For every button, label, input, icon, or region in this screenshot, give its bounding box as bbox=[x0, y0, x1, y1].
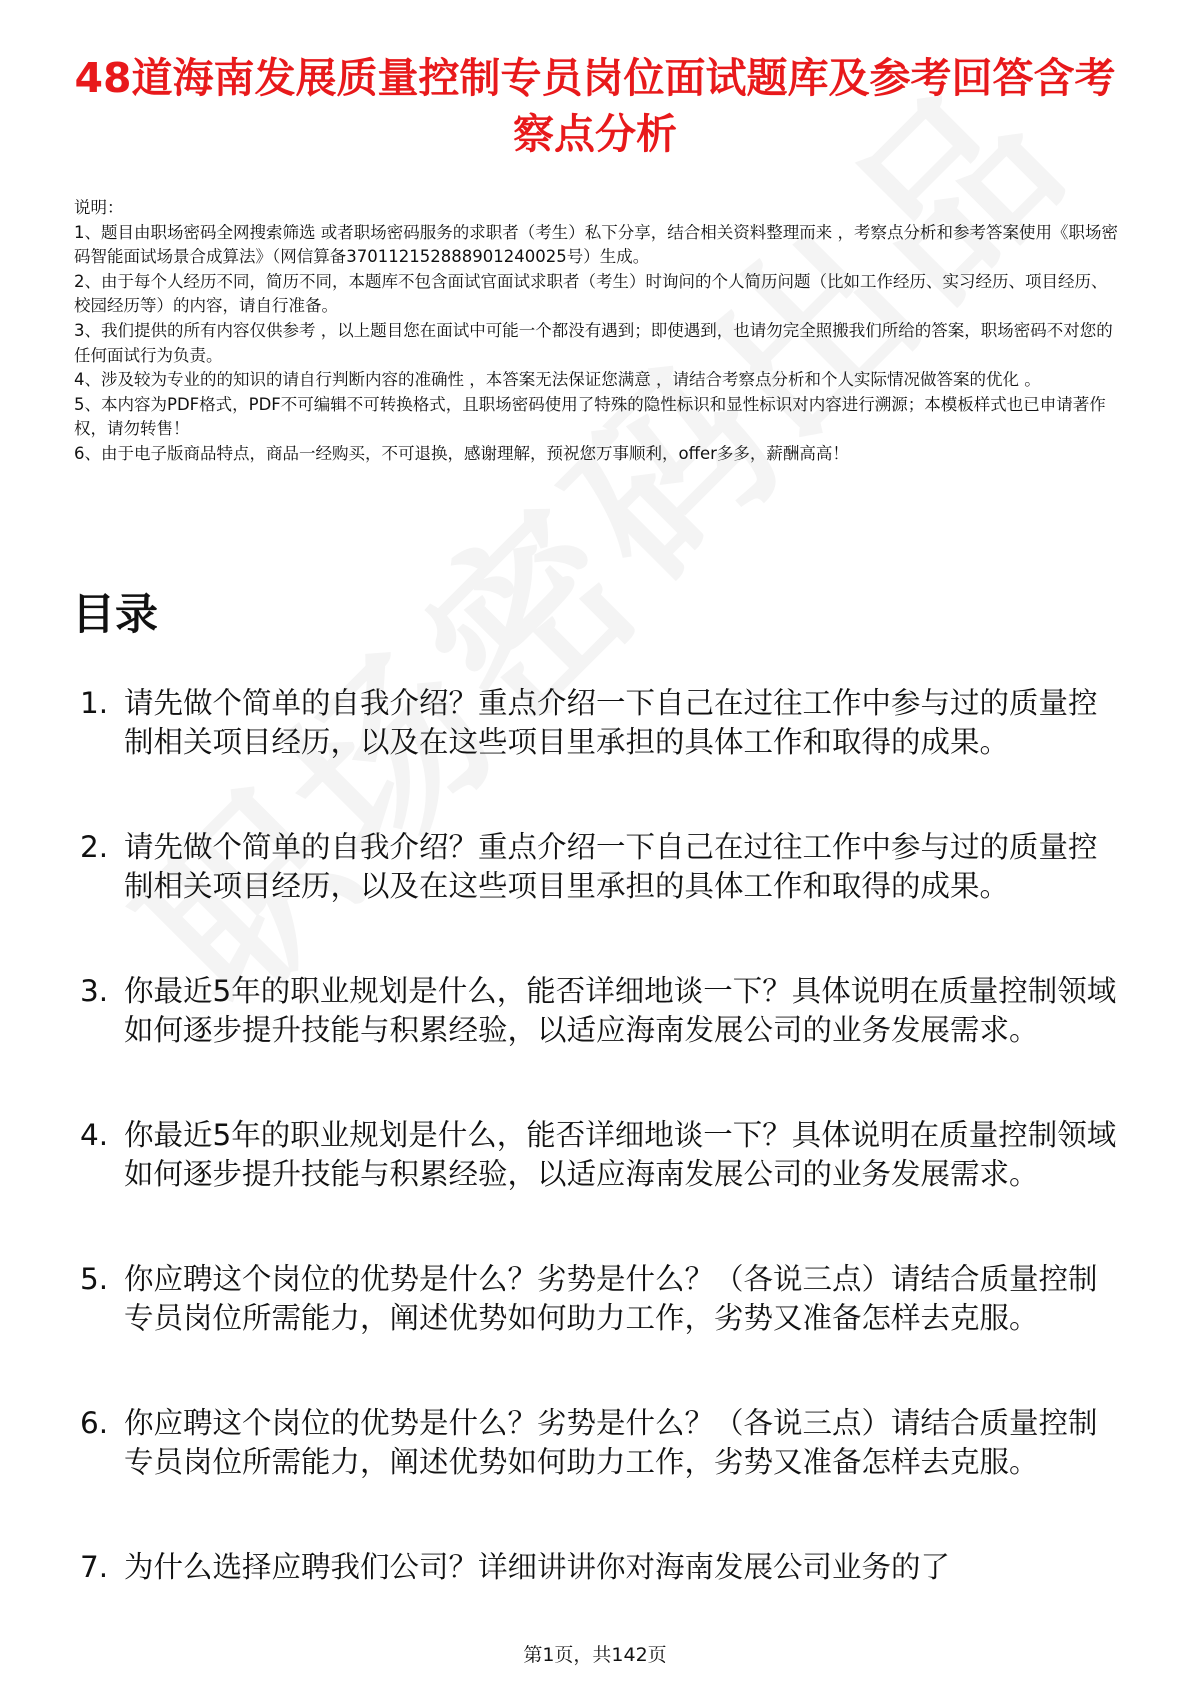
toc-item-number: 2. bbox=[80, 830, 109, 864]
toc-item-number: 7. bbox=[80, 1550, 109, 1584]
document-title: 48道海南发展质量控制专员岗位面试题库及参考回答含考察点分析 bbox=[74, 54, 1116, 158]
toc-item[interactable] bbox=[80, 1116, 1120, 1233]
toc-item-text: 你应聘这个岗位的优势是什么？劣势是什么？（各说三点）请结合质量控制专员岗位所需能力，阐述优势如何助力工作，劣势又准备怎样去克服。 bbox=[124, 1406, 1098, 1479]
toc-item-number: 5. bbox=[80, 1262, 109, 1296]
toc-item[interactable] bbox=[80, 1548, 1120, 1587]
toc-item[interactable] bbox=[80, 1260, 1120, 1377]
toc-list bbox=[80, 684, 1120, 1614]
toc-item[interactable] bbox=[80, 972, 1120, 1089]
note-item: 6、由于电子版商品特点，商品一经购买，不可退换，感谢理解，预祝您万事顺利，offer多多，薪酬高高！ bbox=[74, 443, 849, 463]
notes-section bbox=[74, 196, 1120, 467]
toc-item-text: 为什么选择应聘我们公司？详细讲讲你对海南发展公司业务的了 bbox=[124, 1550, 951, 1584]
toc-item[interactable] bbox=[80, 1404, 1120, 1521]
note-item: 3、我们提供的所有内容仅供参考 ，以上题目您在面试中可能一个都没有遇到；即使遇到，也请勿完全照搬我们所给的答案，职场密码不对您的任何面试行为负责。 bbox=[74, 320, 1113, 365]
toc-item-text: 请先做个简单的自我介绍？重点介绍一下自己在过往工作中参与过的质量控制相关项目经历，以及在这些项目里承担的具体工作和取得的成果。 bbox=[124, 686, 1098, 759]
toc-item-number: 3. bbox=[80, 974, 109, 1008]
notes-label: 说明： bbox=[74, 198, 124, 217]
note-item: 2、由于每个人经历不同，简历不同，本题库不包含面试官面试求职者（考生）时询问的个人简历问题（比如工作经历、实习经历、项目经历、校园经历等）的内容，请自行准备。 bbox=[74, 271, 1108, 316]
toc-item-text: 你最近5年的职业规划是什么，能否详细地谈一下？具体说明在质量控制领域如何逐步提升技能与积累经验，以适应海南发展公司的业务发展需求。 bbox=[124, 974, 1117, 1047]
toc-item-number: 4. bbox=[80, 1118, 109, 1152]
note-item: 4、涉及较为专业的的知识的请自行判断内容的准确性 ，本答案无法保证您满意 ，请结合考察点分析和个人实际情况做答案的优化 。 bbox=[74, 370, 1041, 390]
page-footer: 第1页，共142页 bbox=[523, 1644, 667, 1666]
toc-item-number: 6. bbox=[80, 1406, 109, 1440]
toc-item-number: 1. bbox=[80, 686, 109, 720]
toc-item-text: 请先做个简单的自我介绍？重点介绍一下自己在过往工作中参与过的质量控制相关项目经历，以及在这些项目里承担的具体工作和取得的成果。 bbox=[124, 830, 1098, 903]
toc-item-text: 你应聘这个岗位的优势是什么？劣势是什么？（各说三点）请结合质量控制专员岗位所需能力，阐述优势如何助力工作，劣势又准备怎样去克服。 bbox=[124, 1262, 1098, 1335]
toc-item[interactable] bbox=[80, 828, 1120, 945]
note-item: 1、题目由职场密码全网搜索筛选 或者职场密码服务的求职者（考生）私下分享，结合相关资料整理而来 ，考察点分析和参考答案使用《职场密码智能面试场景合成算法》（网信算备370112152888901240025号）生成。 bbox=[74, 222, 1118, 267]
note-item: 5、本内容为PDF格式，PDF不可编辑不可转换格式，且职场密码使用了特殊的隐性标识和显性标识对内容进行溯源；本模板样式也已申请著作权，请勿转售！ bbox=[74, 394, 1106, 439]
toc-heading: 目录 bbox=[72, 590, 158, 640]
toc-item[interactable] bbox=[80, 684, 1120, 801]
toc-item-text: 你最近5年的职业规划是什么，能否详细地谈一下？具体说明在质量控制领域如何逐步提升技能与积累经验，以适应海南发展公司的业务发展需求。 bbox=[124, 1118, 1117, 1191]
